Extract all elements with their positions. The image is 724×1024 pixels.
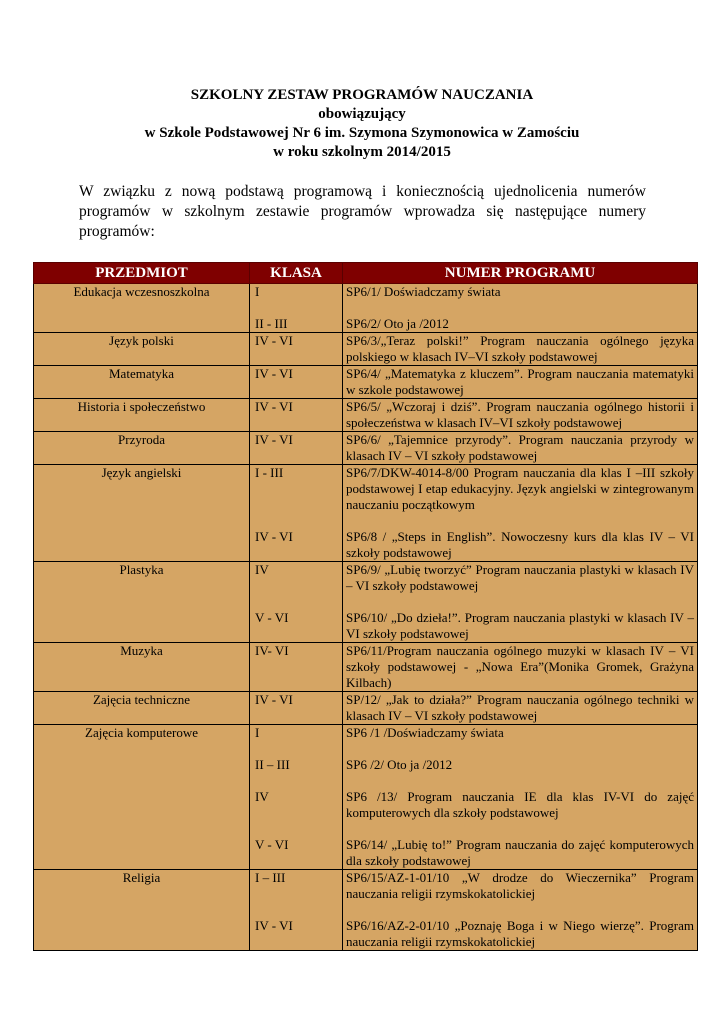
class-value: I [255, 725, 260, 740]
program-cell [343, 284, 698, 333]
program-cell [343, 366, 698, 399]
table-header-row [34, 263, 698, 284]
subject-cell: Religia [34, 870, 250, 951]
class-cell [250, 692, 343, 725]
program-cell [343, 399, 698, 432]
class-value: IV [255, 789, 269, 804]
subject-cell: Zajęcia komputerowe [34, 725, 250, 870]
title-line-1: SZKOLNY ZESTAW PROGRAMÓW NAUCZANIA [190, 87, 534, 103]
class-value: IV- VI [255, 643, 289, 658]
program-text: SP6/10/ „Do dzieła!”. Program nauczania plastyki w klasach IV – VI szkoły podstawowej [346, 610, 694, 641]
class-value: V - VI [255, 837, 289, 852]
program-text: SP6/3/„Teraz polski!” Program nauczania ogólnego języka polskiego w klasach IV–VI szkoły podstawowej [346, 333, 694, 364]
table-row [34, 284, 698, 333]
program-cell [343, 643, 698, 692]
table-row [34, 366, 698, 399]
subject-cell: Zajęcia techniczne [34, 692, 250, 725]
programs-table [33, 262, 698, 951]
program-text: SP6/11/Program nauczania ogólnego muzyki w klasach IV – VI szkoły podstawowej - „Nowa Era”(Monika Gromek, Grażyna Kilbach) [346, 643, 694, 690]
class-value: II – III [255, 757, 290, 772]
class-value: IV [255, 562, 269, 577]
subject-cell: Edukacja wczesnoszkolna [34, 284, 250, 333]
class-cell [250, 284, 343, 333]
program-text: SP6/16/AZ-2-01/10 „Poznaję Boga i w Niego wierzę”. Program nauczania religii rzymskokatolickiej [346, 918, 694, 949]
class-value: IV - VI [255, 432, 293, 447]
class-value: IV - VI [255, 692, 293, 707]
subject-cell: Matematyka [34, 366, 250, 399]
table-row [34, 333, 698, 366]
class-cell [250, 399, 343, 432]
program-text: SP6/1/ Doświadczamy świata [346, 284, 501, 299]
program-text: SP6 /13/ Program nauczania IE dla klas IV-VI do zajęć komputerowych dla szkoły podstawowej [346, 789, 694, 820]
class-value: IV - VI [255, 366, 293, 381]
program-cell [343, 465, 698, 562]
table-row [34, 870, 698, 951]
class-value: IV - VI [255, 399, 293, 414]
program-text: SP6/5/ „Wczoraj i dziś”. Program nauczania ogólnego historii i społeczeństwa w klasach IV–VI szkoły podstawowej [346, 399, 694, 430]
class-cell [250, 562, 343, 643]
document-title [0, 86, 724, 162]
header-class: KLASA [250, 263, 343, 284]
program-cell [343, 432, 698, 465]
program-text: SP6/8 / „Steps in English”. Nowoczesny kurs dla klas IV – VI szkoły podstawowej [346, 529, 694, 560]
subject-cell: Przyroda [34, 432, 250, 465]
subject-cell: Język polski [34, 333, 250, 366]
program-text: SP/12/ „Jak to działa?” Program nauczania ogólnego techniki w klasach IV – VI szkoły podstawowej [346, 692, 694, 723]
table-row [34, 643, 698, 692]
class-cell [250, 725, 343, 870]
program-text: SP6 /1 /Doświadczamy świata [346, 725, 504, 740]
program-text: SP6/6/ „Tajemnice przyrody”. Program nauczania przyrody w klasach IV – VI szkoły podstawowej [346, 432, 694, 463]
class-value: I - III [255, 465, 284, 480]
class-cell [250, 870, 343, 951]
header-program-number: NUMER PROGRAMU [343, 263, 698, 284]
program-text: SP6/4/ „Matematyka z kluczem”. Program nauczania matematyki w szkole podstawowej [346, 366, 694, 397]
class-value: I – III [255, 870, 286, 885]
subject-cell: Historia i społeczeństwo [34, 399, 250, 432]
class-cell [250, 465, 343, 562]
class-value: I [255, 284, 260, 299]
table-row [34, 465, 698, 562]
table-row [34, 725, 698, 870]
table-row [34, 562, 698, 643]
class-cell [250, 643, 343, 692]
class-value: IV - VI [255, 529, 293, 544]
program-text: SP6/9/ „Lubię tworzyć” Program nauczania plastyki w klasach IV – VI szkoły podstawowej [346, 562, 694, 593]
program-text: SP6/7/DKW-4014-8/00 Program nauczania dla klas I –III szkoły podstawowej I etap edukacyjny. Język angielski w zintegrowanym nauczaniu początkowym [346, 465, 694, 512]
title-line-3: w Szkole Podstawowej Nr 6 im. Szymona Szymonowica w Zamościu [144, 125, 580, 141]
title-line-4: w roku szkolnym 2014/2015 [273, 144, 451, 160]
header-subject: PRZEDMIOT [34, 263, 250, 284]
program-cell [343, 692, 698, 725]
table-row [34, 432, 698, 465]
program-text: SP6/14/ „Lubię to!” Program nauczania do zajęć komputerowych dla szkoły podstawowej [346, 837, 694, 868]
class-value: IV - VI [255, 333, 293, 348]
subject-cell: Plastyka [34, 562, 250, 643]
program-text: SP6/2/ Oto ja /2012 [346, 316, 449, 331]
subject-cell: Język angielski [34, 465, 250, 562]
title-line-2: obowiązujący [318, 106, 406, 122]
class-value: V - VI [255, 610, 289, 625]
subject-cell: Muzyka [34, 643, 250, 692]
class-cell [250, 333, 343, 366]
table-row [34, 692, 698, 725]
intro-paragraph: W związku z nową podstawą programową i koniecznością ujednolicenia numerów programów w szkolnym zestawie programów wprowadza się następujące numery programów: [79, 183, 646, 240]
class-value: IV - VI [255, 918, 293, 933]
class-value: II - III [255, 316, 288, 331]
program-cell [343, 870, 698, 951]
class-cell [250, 432, 343, 465]
program-text: SP6 /2/ Oto ja /2012 [346, 757, 453, 772]
table-row [34, 399, 698, 432]
class-cell [250, 366, 343, 399]
program-text: SP6/15/AZ-1-01/10 „W drodze do Wieczernika” Program nauczania religii rzymskokatolickiej [346, 870, 694, 901]
program-cell [343, 333, 698, 366]
program-cell [343, 562, 698, 643]
program-cell [343, 725, 698, 870]
